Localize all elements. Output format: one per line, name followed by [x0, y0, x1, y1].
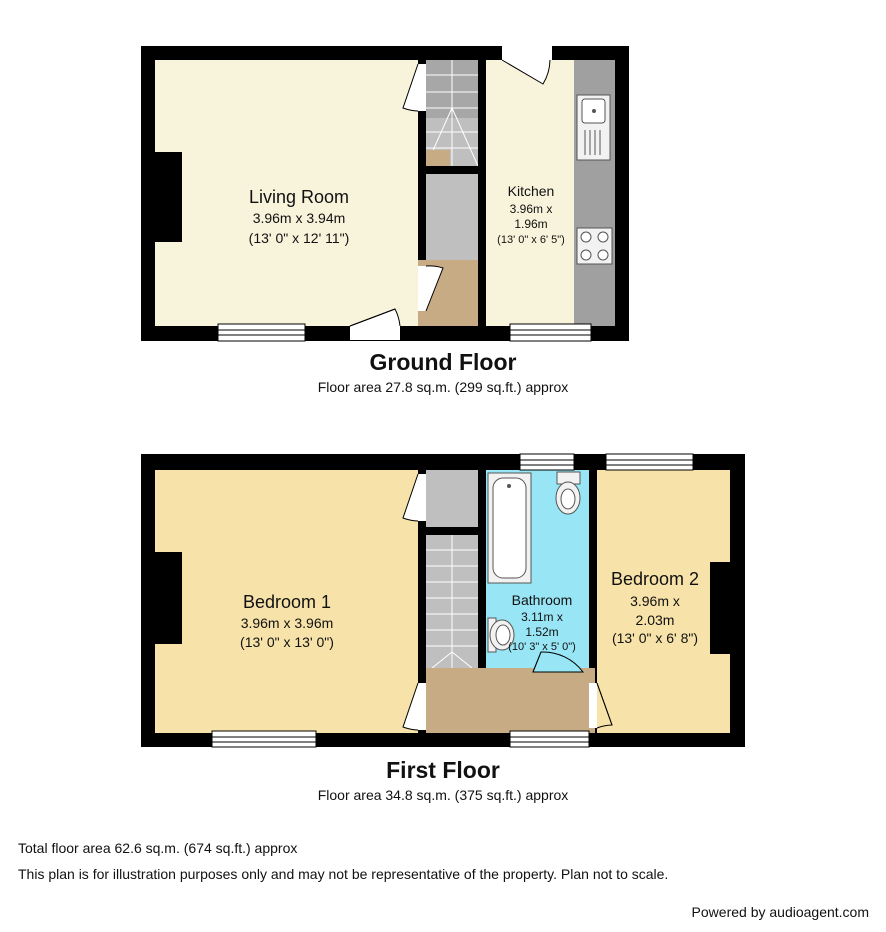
kitchen-window [510, 324, 591, 341]
bedroom-2-name: Bedroom 2 [610, 569, 700, 589]
toilet-icon [556, 472, 580, 514]
disclaimer: This plan is for illustration purposes only and may not be representative of the property. Plan not to scale. [18, 866, 669, 882]
kitchen-size-m-line2: 1.96m [514, 217, 548, 231]
living-room-name: Living Room [248, 187, 350, 207]
bathroom-size-m-line2: 1.52m [525, 625, 559, 639]
first-floor-title: First Floor [386, 757, 500, 783]
understairs-cupboard [426, 174, 478, 260]
bathroom-size-ft: (10' 3" x 5' 0") [508, 641, 576, 653]
bedroom-2-size-m-line1: 3.96m x [630, 593, 680, 609]
kitchen-wall [478, 60, 486, 326]
first-floor-plan [0, 440, 886, 760]
bathroom-name: Bathroom [511, 592, 573, 608]
bedroom-1-window [212, 731, 316, 747]
bathroom-size-m-line1: 3.11m x [521, 610, 563, 624]
living-room-window [218, 324, 305, 341]
kitchen-size-m-line1: 3.96m x [509, 202, 553, 216]
ground-floor-plan [0, 0, 886, 350]
cupboard-divider [426, 166, 478, 174]
ground-stairs-bottom-step [426, 150, 450, 166]
bath-icon [488, 473, 531, 583]
kitchen-hob-icon [577, 228, 612, 264]
living-room-size-ft: (13' 0" x 12' 11") [248, 230, 350, 246]
bedroom-1-size-m: 3.96m x 3.96m [240, 615, 334, 631]
total-floor-area: Total floor area 62.6 sq.m. (674 sq.ft.) approx [18, 840, 298, 856]
bedroom-2-size-m-line2: 2.03m [635, 612, 675, 628]
kitchen-name: Kitchen [507, 183, 555, 199]
bedroom-2-chimney-breast [710, 562, 730, 654]
kitchen-size-ft: (13' 0" x 6' 5") [497, 234, 565, 246]
bedroom-2-window [606, 454, 693, 470]
kitchen-sink-icon [577, 95, 610, 160]
bedroom-2-size-ft: (13' 0" x 6' 8") [611, 630, 699, 646]
ground-floor-area: Floor area 27.8 sq.m. (299 sq.ft.) approx [317, 379, 569, 395]
first-floor-area: Floor area 34.8 sq.m. (375 sq.ft.) approx [317, 787, 569, 803]
bedroom-1-chimney-breast [155, 552, 182, 644]
ground-floor-title: Ground Floor [369, 349, 517, 375]
powered-by: Powered by audioagent.com [691, 904, 869, 920]
bathroom-right-wall [589, 470, 597, 680]
bathroom-window [520, 454, 574, 470]
living-room-size-m: 3.96m x 3.94m [252, 210, 346, 226]
bathroom-left-wall [478, 470, 486, 680]
living-room-chimney-breast [155, 152, 182, 242]
first-floor-cupboard [426, 470, 478, 527]
bedroom-1-size-ft: (13' 0" x 13' 0") [240, 634, 334, 650]
bedroom-1-name: Bedroom 1 [242, 592, 332, 612]
cupboard-wall [426, 527, 478, 535]
landing-area [426, 668, 595, 733]
landing-window [510, 731, 589, 747]
